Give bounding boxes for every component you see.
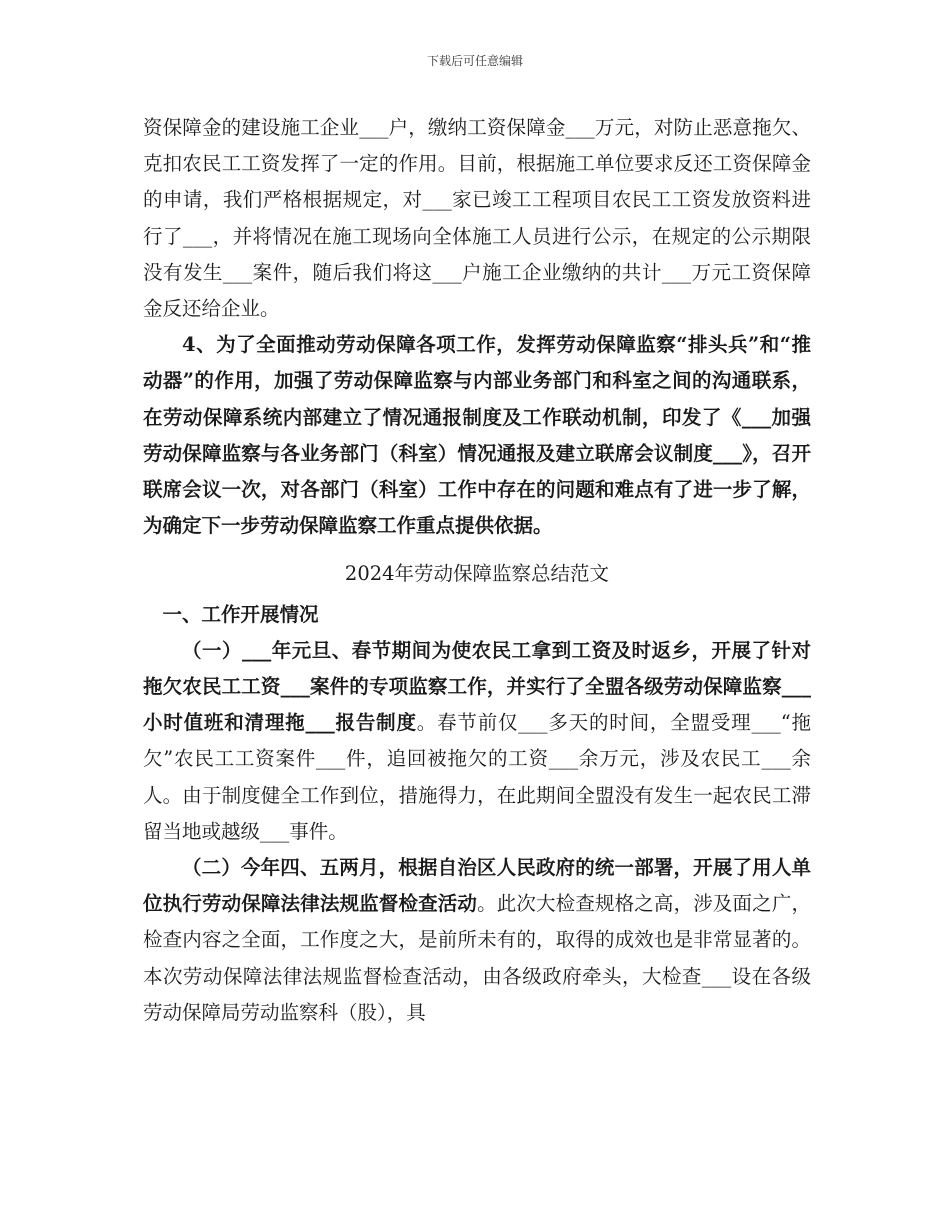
paragraph-sub-1-lead: （一）___年元旦、春节期间为使农民工拿到工资及时返乡，开展了针对拖欠农民工工资___案件的专项监察工作，并实行了全盟各级劳动保障监察___小时值班和清理拖___报告制度	[143, 638, 811, 735]
document-title: 2024年劳动保障监察总结范文	[344, 562, 610, 586]
paragraph-sub-1	[143, 633, 811, 850]
paragraph-sub-2	[143, 850, 811, 1031]
paragraph-continued: 资保障金的建设施工企业___户，缴纳工资保障金___万元，对防止恶意拖欠、克扣农民工工资发挥了一定的作用。目前，根据施工单位要求反还工资保障金的申请，我们严格根据规定，对___家已竣工工程项目农民工工资发放资料进行了___，并将情况在施工现场向全体施工人员进行公示，在规定的公示期限没有发生___案件，随后我们将这___户施工企业缴纳的共计___万元工资保障金反还给企业。	[143, 116, 811, 321]
paragraph-sub-1-body: 。春节前仅___多天的时间，全盟受理___“拖欠”农民工工资案件___件，追回被拖欠的工资___余万元，涉及农民工___余人。由于制度健全工作到位，措施得力，在此期间全盟没有发生一起农民工滞留当地或越级___事件。	[143, 711, 811, 843]
paragraph-item-4: 4、为了全面推动劳动保障各项工作，发挥劳动保障监察“排头兵”和“推动器”的作用，加强了劳动保障监察与内部业务部门和科室之间的沟通联系，在劳动保障系统内部建立了情况通报制度及工作联动机制，印发了《___加强劳动保障监察与各业务部门（科室）情况通报及建立联席会议制度___》，召开联席会议一次，对各部门（科室）工作中存在的问题和难点有了进一步了解，为确定下一步劳动保障监察工作重点提供依据。	[143, 333, 811, 538]
page-header-note: 下载后可任意编辑	[426, 54, 523, 68]
paragraph-sub-2-body: 。此次大检查规格之高，涉及面之广，检查内容之全面，工作度之大，是前所未有的，取得的成效也是非常显著的。本次劳动保障法律法规监督检查活动，由各级政府牵头，大检查___设在各级劳动保障局劳动监察科（股），具	[143, 892, 811, 1024]
section-heading-1: 一、工作开展情况	[162, 602, 319, 626]
document-body	[143, 110, 811, 1031]
paragraph-sub-2-lead: （二）今年四、五两月，根据自治区人民政府的统一部署，开展了用人单位执行劳动保障法律法规监督检查活动	[143, 856, 811, 916]
